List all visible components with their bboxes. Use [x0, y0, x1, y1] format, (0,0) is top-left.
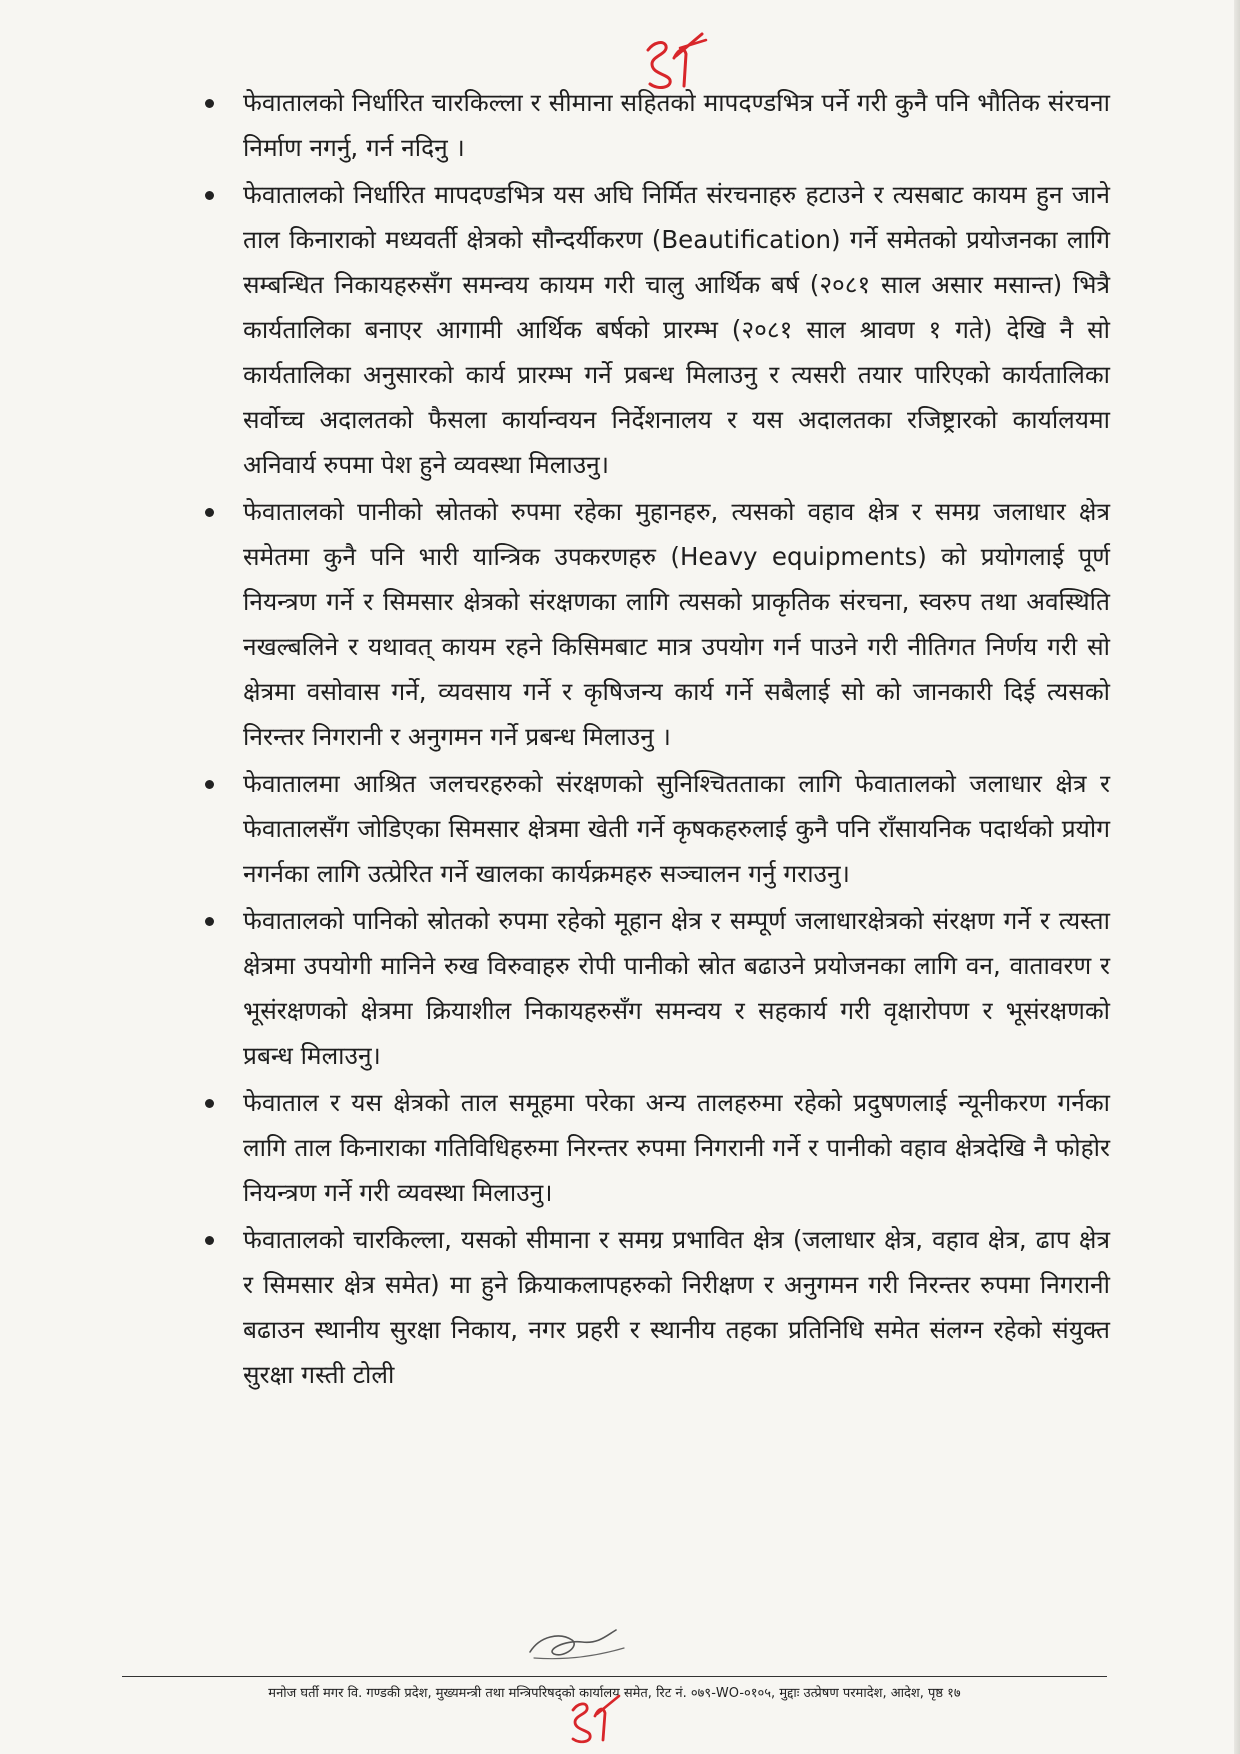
list-item-text: फेवातालको पानीको स्रोतको रुपमा रहेका मुहानहरु, त्यसको वहाव क्षेत्र र समग्र जलाधार क्षेत्र समेतमा कुनै पनि भारी यान्त्रिक उपकरणहरु (Heavy equipments) को प्रयोगलाई पूर्ण नियन्त्रण गर्ने र सिमसार क्षेत्रको संरक्षणका लागि त्यसको प्राकृतिक संरचना, स्वरुप तथा अवस्थिति नखल्बलिने र यथावत् कायम रहने किसिमबाट मात्र उपयोग गर्न पाउने गरी नीतिगत निर्णय गरी सो क्षेत्रमा वसोवास गर्ने, व्यवसाय गर्ने र कृषिजन्य कार्य गर्ने सबैलाई सो को जानकारी दिई त्यसको निरन्तर निगरानी र अनुगमन गर्ने प्रबन्ध मिलाउनु । [243, 497, 1110, 751]
handwritten-signature [520, 1618, 640, 1666]
bullet-icon [205, 508, 214, 517]
list-item-text: फेवाताल र यस क्षेत्रको ताल समूहमा परेका अन्य तालहरुमा रहेको प्रदुषणलाई न्यूनीकरण गर्नका लागि ताल किनाराका गतिविधिहरुमा निरन्तर रुपमा निगरानी गर्ने र पानीको वहाव क्षेत्रदेखि नै फोहोर नियन्त्रण गर्ने गरी व्यवस्था मिलाउनु। [243, 1088, 1110, 1207]
list-item [205, 1217, 1110, 1397]
bullet-icon [205, 191, 214, 200]
bullet-icon [205, 1236, 214, 1245]
list-item-text: फेवातालमा आश्रित जलचरहरुको संरक्षणको सुनिश्चितताका लागि फेवातालको जलाधार क्षेत्र र फेवातालसँग जोडिएका सिमसार क्षेत्रमा खेती गर्ने कृषकहरुलाई कुनै पनि राँसायनिक पदार्थको प्रयोग नगर्नका लागि उत्प्रेरित गर्ने खालका कार्यक्रमहरु सञ्चालन गर्नु गराउनु। [243, 769, 1110, 888]
list-item-text: फेवातालको निर्धारित मापदण्डभित्र यस अघि निर्मित संरचनाहरु हटाउने र त्यसबाट कायम हुन जाने ताल किनाराको मध्यवर्ती क्षेत्रको सौन्दर्यीकरण (Beautification) गर्ने समेतको प्रयोजनका लागि सम्बन्धित निकायहरुसँग समन्वय कायम गरी चालु आर्थिक बर्ष (२०८१ साल असार मसान्त) भित्रै कार्यतालिका बनाएर आगामी आर्थिक बर्षको प्रारम्भ (२०८१ साल श्रावण १ गते) देखि नै सो कार्यतालिका अनुसारको कार्य प्रारम्भ गर्ने प्रबन्ध मिलाउनु र त्यसरी तयार पारिएको कार्यतालिका सर्वोच्च अदालतको फैसला कार्यान्वयन निर्देशनालय र यस अदालतका रजिष्ट्रारको कार्यालयमा अनिवार्य रुपमा पेश हुने व्यवस्था मिलाउनु। [243, 180, 1110, 479]
footer-divider [122, 1676, 1107, 1677]
footer-case-reference: मनोज घर्ती मगर वि. गण्डकी प्रदेश, मुख्यमन्त्री तथा मन्त्रिपरिषद्को कार्यालय समेत, रिट नं. ०७९-WO-०१०५, मुद्दाः उत्प्रेषण परमादेश, आदेश, पृष्ठ १७ [268, 1686, 961, 1701]
bullet-icon [205, 917, 214, 926]
list-item [205, 1080, 1110, 1215]
list-item [205, 489, 1110, 759]
list-item [205, 761, 1110, 896]
bullet-icon [205, 780, 214, 789]
handwritten-page-mark-bottom [565, 1690, 625, 1750]
list-item-text: फेवातालको पानिको स्रोतको रुपमा रहेको मूहान क्षेत्र र सम्पूर्ण जलाधारक्षेत्रको संरक्षण गर्ने र त्यस्ता क्षेत्रमा उपयोगी मानिने रुख विरुवाहरु रोपी पानीको स्रोत बढाउने प्रयोजनका लागि वन, वातावरण र भूसंरक्षणको क्षेत्रमा क्रियाशील निकायहरुसँग समन्वय र सहकार्य गरी वृक्षारोपण र भूसंरक्षणको प्रबन्ध मिलाउनु। [243, 906, 1110, 1070]
directive-list [205, 80, 1110, 1399]
list-item-text: फेवातालको चारकिल्ला, यसको सीमाना र समग्र प्रभावित क्षेत्र (जलाधार क्षेत्र, वहाव क्षेत्र, ढाप क्षेत्र र सिमसार क्षेत्र समेत) मा हुने क्रियाकलापहरुको निरीक्षण र अनुगमन गरी निरन्तर रुपमा निगरानी बढाउन स्थानीय सुरक्षा निकाय, नगर प्रहरी र स्थानीय तहका प्रतिनिधि समेत संलग्न रहेको संयुक्त सुरक्षा गस्ती टोली [243, 1225, 1110, 1389]
list-item [205, 172, 1110, 487]
list-item [205, 80, 1110, 170]
bullet-icon [205, 1099, 214, 1108]
scan-edge-shadow [1234, 0, 1240, 1754]
bullet-icon [205, 99, 214, 108]
list-item-text: फेवातालको निर्धारित चारकिल्ला र सीमाना सहितको मापदण्डभित्र पर्ने गरी कुनै पनि भौतिक संरचना निर्माण नगर्नु, गर्न नदिनु । [243, 88, 1110, 162]
list-item [205, 898, 1110, 1078]
